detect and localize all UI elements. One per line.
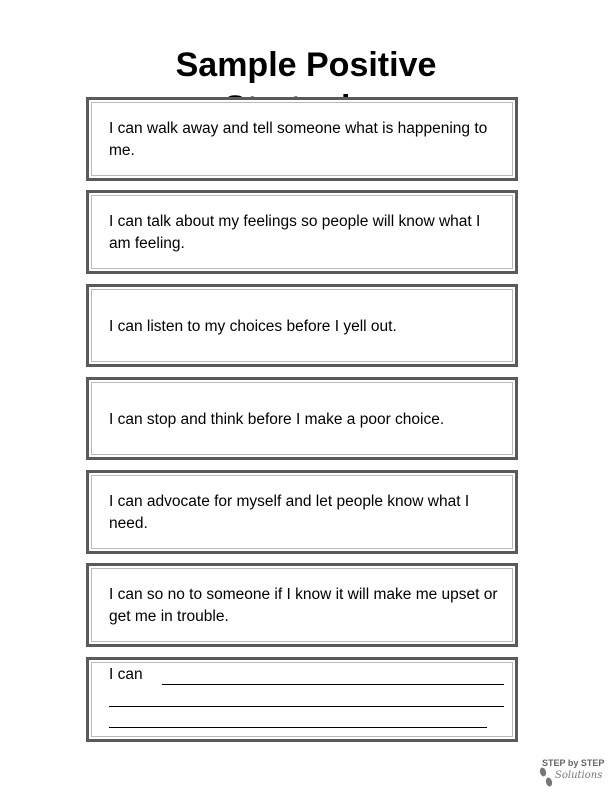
fill-in-card — [86, 657, 518, 742]
strategy-card-3 — [86, 284, 518, 367]
strategy-text-6: I can so no to someone if I know it will make me upset or get me in trouble. — [109, 586, 498, 625]
step-by-step-logo — [536, 756, 605, 788]
footprints-icon — [539, 767, 553, 787]
fill-in-line-1[interactable] — [162, 684, 504, 685]
logo-text-top: STEP by STEP — [542, 758, 605, 768]
fill-in-prefix: I can — [109, 666, 143, 683]
strategy-card-4 — [86, 377, 518, 460]
card-inner-border — [91, 662, 513, 737]
page-title: Sample Positive — [175, 46, 437, 84]
strategy-text-2: I can talk about my feelings so people will know what I am feeling. — [109, 213, 481, 252]
strategy-text-5: I can advocate for myself and let people know what I need. — [109, 493, 470, 532]
logo-text-bottom: Solutions — [555, 770, 603, 781]
fill-in-line-3[interactable] — [109, 727, 487, 728]
strategy-card-6 — [86, 563, 518, 647]
strategy-text-3: I can listen to my choices before I yell out. — [109, 318, 397, 335]
strategy-card-1 — [86, 97, 518, 181]
strategy-card-2 — [86, 190, 518, 274]
strategy-card-5 — [86, 470, 518, 554]
strategy-text-4: I can stop and think before I make a poor choice. — [109, 411, 445, 428]
fill-in-line-2[interactable] — [109, 706, 504, 707]
strategy-text-1: I can walk away and tell someone what is happening to me. — [109, 120, 488, 159]
